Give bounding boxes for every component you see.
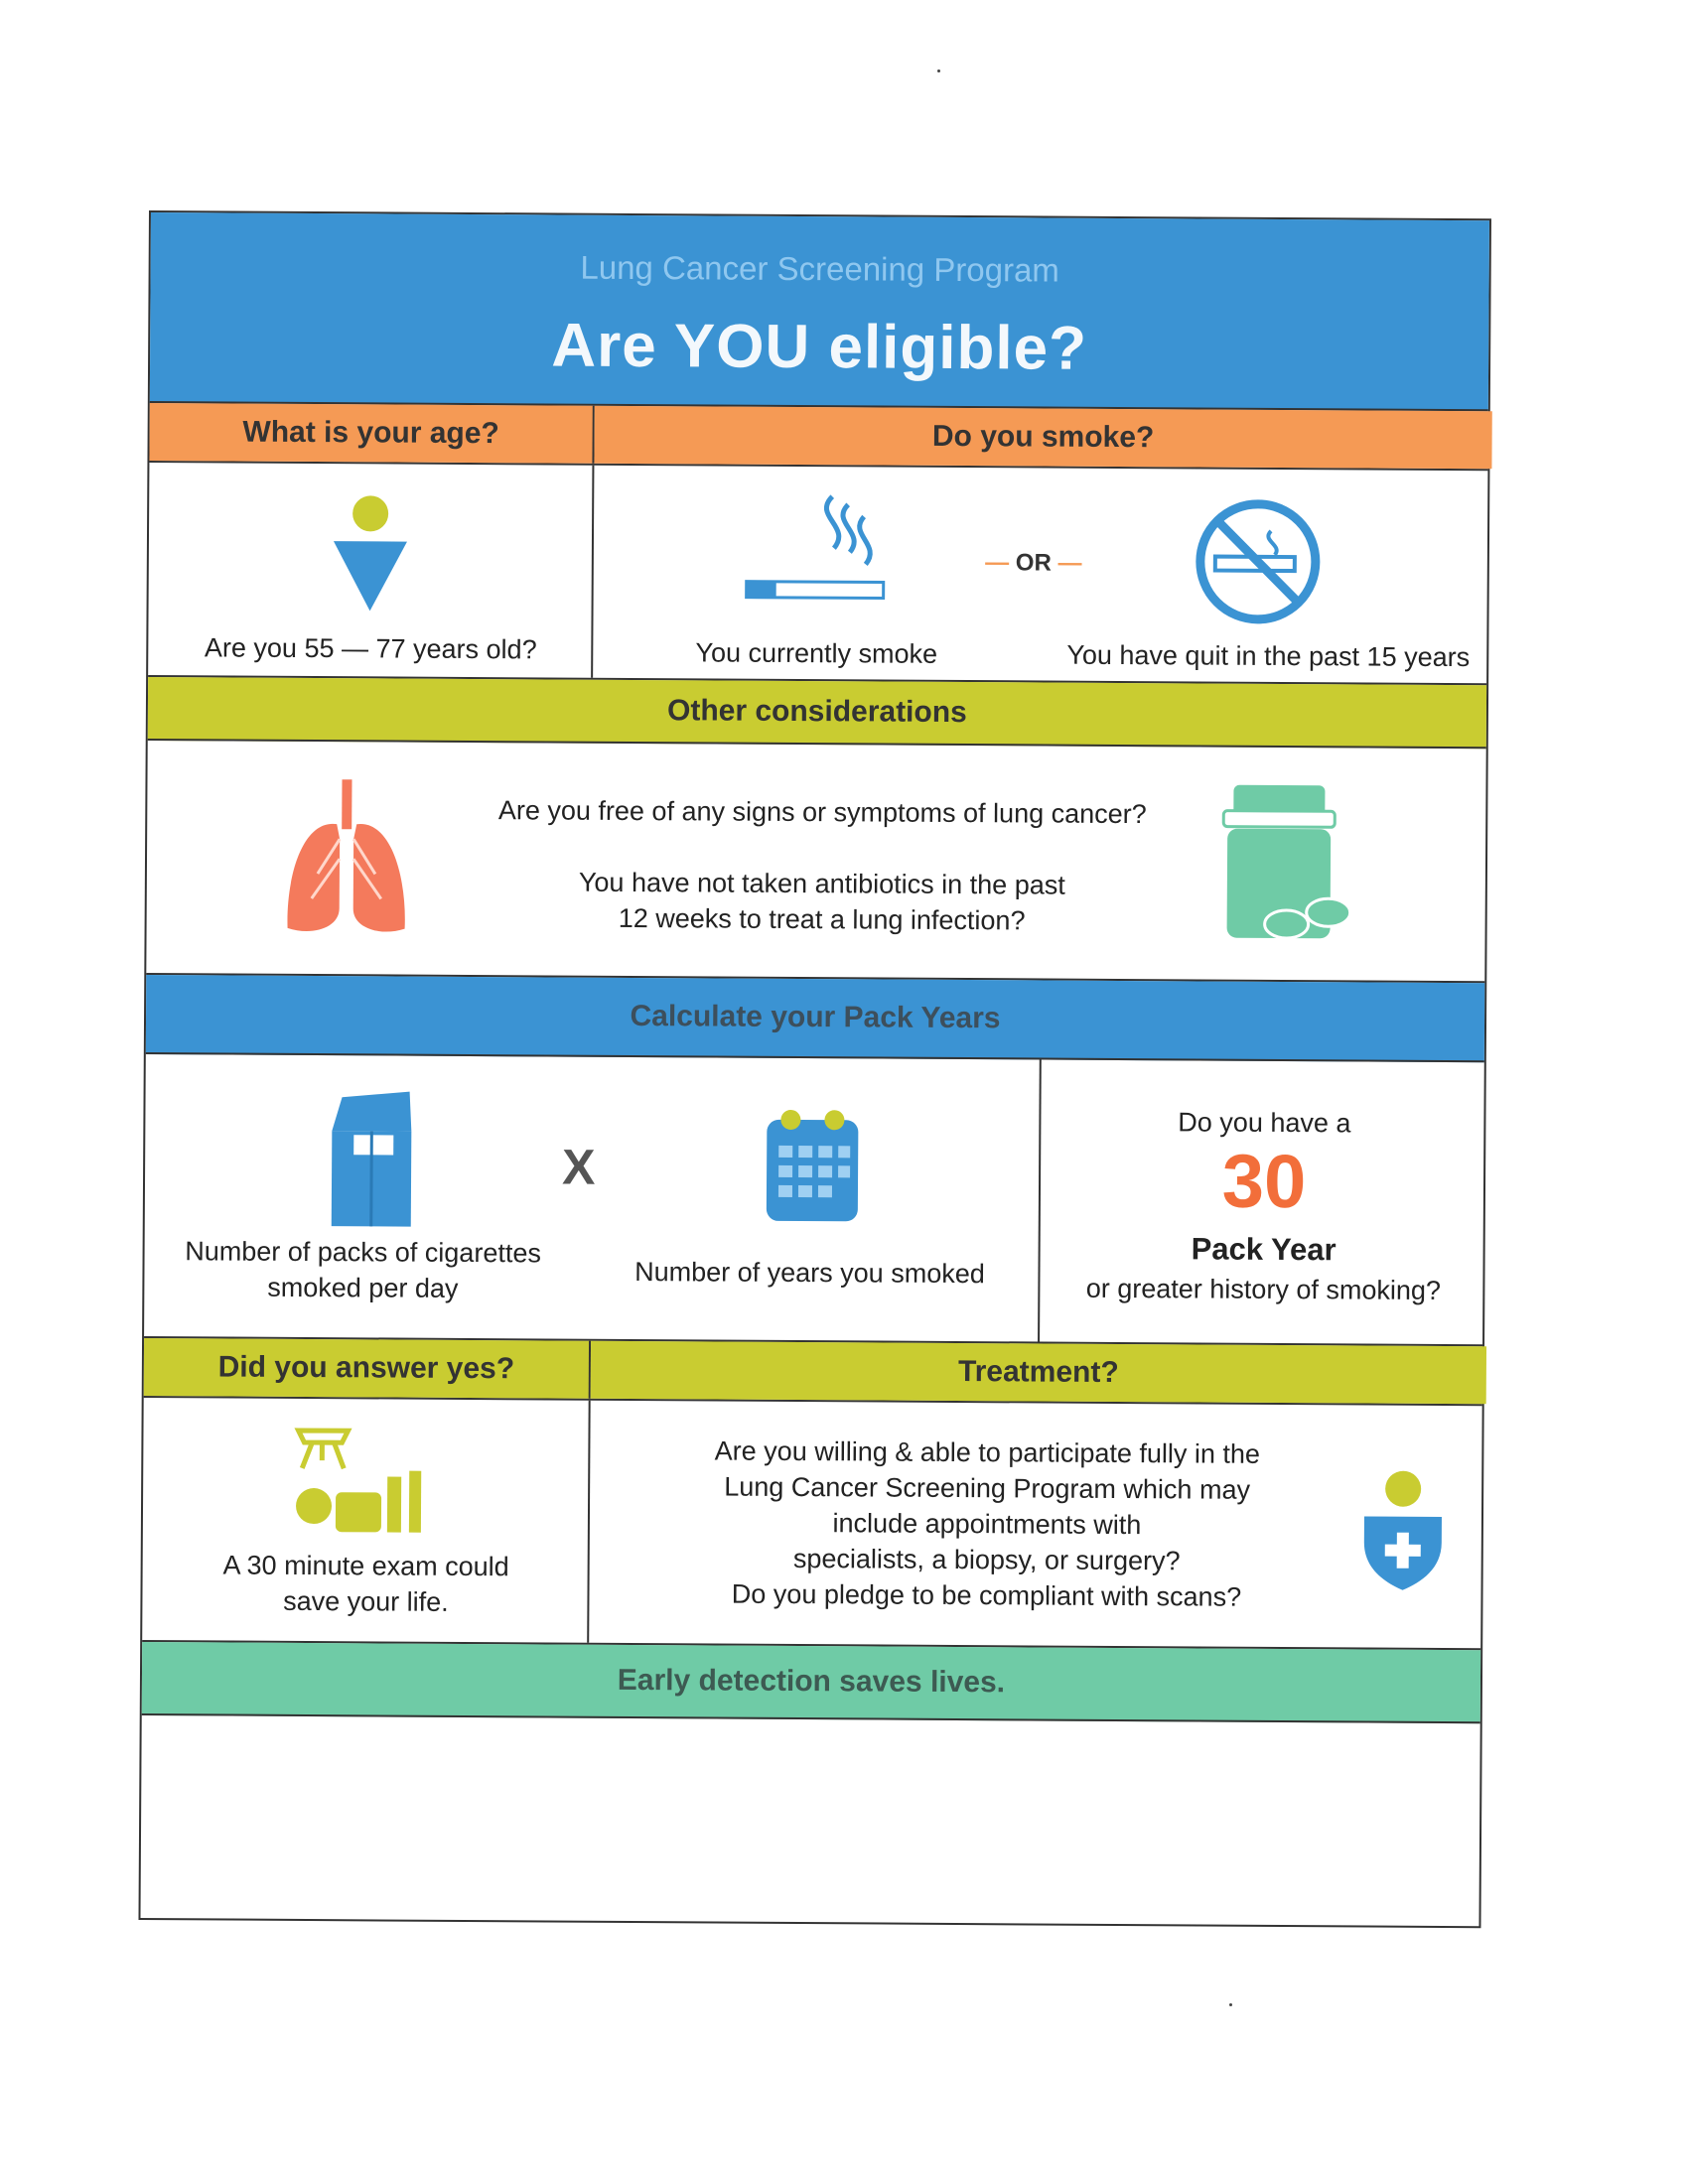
packs-per-day-line-2: smoked per day: [267, 1272, 459, 1303]
eligibility-flyer: [138, 210, 1490, 1928]
yes-treatment-heading-row: [144, 1338, 1482, 1406]
or-separator: — OR —: [985, 549, 1082, 577]
yes-exam-line-2: save your life.: [283, 1585, 449, 1617]
calendar-icon: [763, 1106, 863, 1226]
smoke-cell: [593, 466, 1491, 684]
pill-bottle-icon: [1219, 785, 1359, 945]
lungs-icon: [282, 779, 412, 939]
age-question: Are you 55 — 77 years old?: [204, 632, 537, 665]
person-icon: [326, 493, 416, 614]
program-subtitle: Lung Cancer Screening Program: [580, 248, 1059, 289]
packs-per-day-line-1: Number of packs of cigarettes: [185, 1236, 542, 1269]
treatment-line-2: Lung Cancer Screening Program which may: [724, 1471, 1251, 1505]
age-heading: What is your age?: [149, 403, 594, 464]
smoke-current-label: You currently smoke: [695, 637, 938, 669]
blank-area: [140, 1715, 1479, 1928]
pack-years-question-prefix: Do you have a: [1178, 1107, 1351, 1139]
treatment-heading: Treatment?: [591, 1341, 1486, 1405]
treatment-cell: [589, 1401, 1485, 1649]
pack-years-question-suffix: or greater history of smoking?: [1085, 1273, 1442, 1305]
treatment-line-4: specialists, a biopsy, or surgery?: [792, 1543, 1181, 1576]
pack-years-calc-cell: [144, 1054, 1042, 1342]
considerations-question-2-line-1: You have not taken antibiotics in the past: [578, 867, 1065, 900]
cigarette-pack-icon: [328, 1091, 418, 1231]
yes-cell: [142, 1398, 590, 1643]
yes-treatment-content-row: [142, 1398, 1481, 1650]
footer-tagline: Early detection saves lives.: [142, 1642, 1480, 1723]
page-title: Are YOU eligible?: [551, 311, 1088, 383]
treatment-line-3: include appointments with: [832, 1508, 1142, 1541]
yes-exam-line-1: A 30 minute exam could: [222, 1550, 509, 1582]
smoke-quit-label: You have quit in the past 15 years: [1066, 639, 1471, 673]
ct-scanner-icon: [292, 1421, 442, 1541]
years-smoked-label: Number of years you smoked: [634, 1257, 985, 1290]
flyer-header: [150, 212, 1489, 411]
pack-years-question-cell: [1040, 1060, 1488, 1345]
pack-years-unit: Pack Year: [1191, 1231, 1336, 1268]
age-smoke-content-row: [148, 463, 1487, 685]
considerations-heading: Other considerations: [148, 677, 1486, 749]
or-label: OR: [1015, 549, 1052, 577]
no-smoking-icon: [1193, 496, 1323, 626]
considerations-question-2-line-2: 12 weeks to treat a lung infection?: [618, 902, 1026, 936]
yes-heading: Did you answer yes?: [144, 1338, 591, 1399]
pack-years-content-row: [144, 1054, 1484, 1346]
medical-person-icon: [1358, 1468, 1449, 1592]
pack-years-heading: Calculate your Pack Years: [146, 975, 1484, 1062]
cigarette-icon: [743, 486, 893, 607]
treatment-line-5: Do you pledge to be compliant with scans?: [731, 1578, 1242, 1612]
multiply-sign: X: [561, 1139, 596, 1195]
considerations-content-row: [146, 741, 1485, 983]
age-cell: [148, 463, 594, 678]
considerations-question-1: Are you free of any signs or symptoms of lung cancer?: [497, 795, 1147, 830]
pack-years-number: 30: [1221, 1139, 1307, 1225]
smoke-heading: Do you smoke?: [594, 406, 1491, 470]
age-smoke-heading-row: [149, 403, 1487, 471]
treatment-line-1: Are you willing & able to participate fully in the: [714, 1435, 1261, 1469]
